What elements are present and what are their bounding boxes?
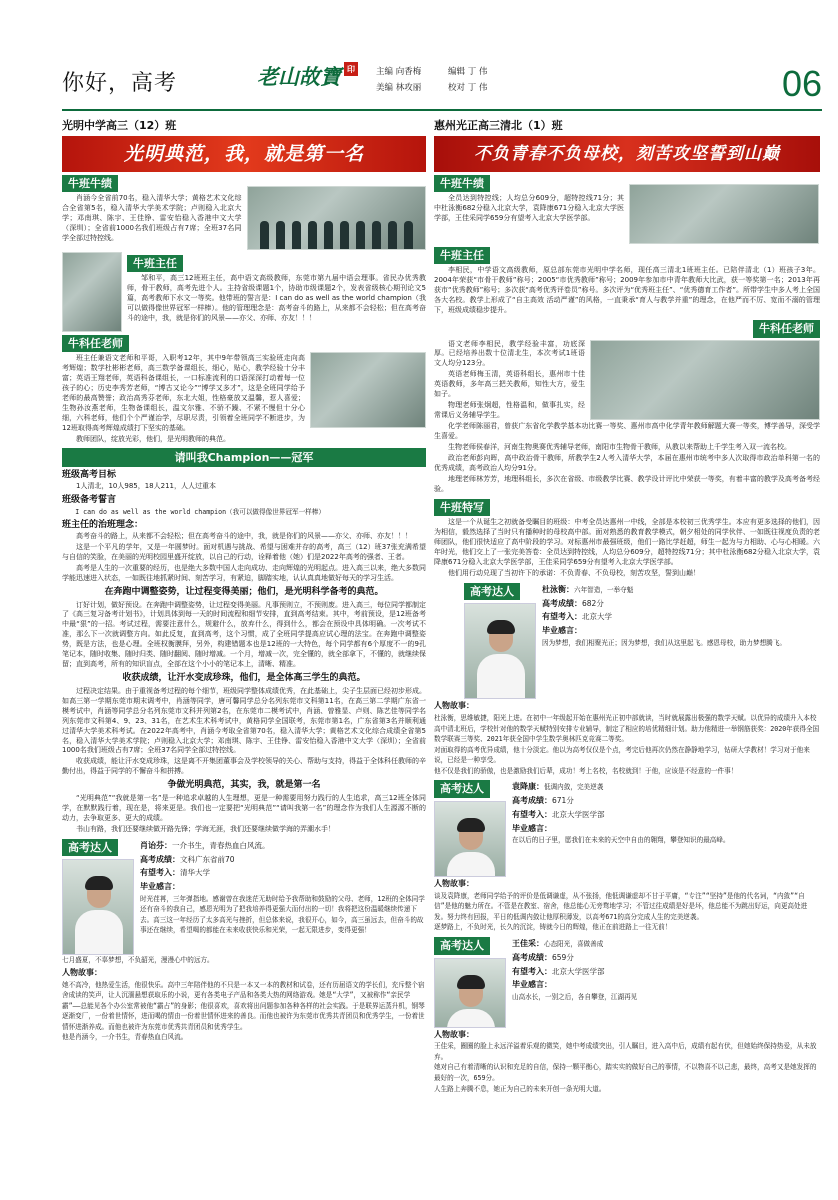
student-story: 他不仅是我们的骄傲，也是激励我们后辈，成功！考上名校，名校就到！于他，应该是不经意的一件事！ <box>434 766 738 775</box>
student-story: 人生路上奔腾不息，她正为自己的未来开创一条光明大道。 <box>434 1084 606 1093</box>
motto: 低调内敛，完美逆袭 <box>544 783 604 792</box>
paragraph: 全员达到特控线；人均总分609分，超特控线71分；其中杜泳衡682分稳入北京大学，袁降康671分稳入北京大学医学部，王佳采同学659分有望考入北京大学医学部。 <box>434 194 624 223</box>
subheading: 班级备考誓言 <box>62 494 117 505</box>
field-label: 有望考入： <box>512 809 552 819</box>
class-title: 光明中学高三（12）班 <box>62 119 177 132</box>
field-label: 肖诒芬： <box>140 840 172 850</box>
motto: 一介书生，青春热血白风流。 <box>172 840 270 850</box>
subheading: 班主任的治班理念： <box>62 520 144 531</box>
paragraph: 李相民，中学语文高级教师，原总部东莞市光明中学名师，现任高三清北1班班主任。已陪伴清北（1）班孩子3年。2004年荣获“市骨干教师”称号；2005“市优秀教师”称号；2009年参加市中青年教师大比武，获一等奖第一名；2013年再获市“优秀教师”称号；多次获“高考优秀评卷员”称号。多次评为“优秀班主任”、“优秀德育工作者”。所带学生中多人考上全国各大名校。教学上形成了“自主高效 活动严谨”的风格，一直秉承“育人与教学并重”的理念，在他严而不厉、宽而不溺的管理下，班级成绩稳步提升。 <box>434 266 820 314</box>
field-label: 毕业感言： <box>512 823 552 833</box>
editor-credits <box>376 64 487 96</box>
student-story-end: 他是肖涵今，一介书生，青春热血白风流。 <box>62 1033 188 1042</box>
subheading: 争做光明典范，其实，我，就是第一名 <box>167 780 321 791</box>
student-story: 逐梦路上，不负时光，长久的沉淀，铸就今日的辉煌，他正在前进路上一往无前！ <box>434 923 672 932</box>
section-title: 牛班牛绩 <box>62 175 118 193</box>
student-story: 王佳采，圈圈的脸上永远洋溢着乐观的微笑，她中考成绩突出，引人瞩目，进入高中后，成绩有起有伏，但她始终保持热爱，从未放弃。 <box>434 1042 817 1061</box>
star-tag: 高考达人 <box>464 583 520 601</box>
paragraph: 收获成绩，能让汗水变成珍珠，这是离不开集团董事会及学校领导的关心、帮助与支持，得益于全体科任教师的辛勤付出，得益于同学的不懈奋斗和拼搏。 <box>62 757 426 776</box>
field-label: 王佳采： <box>512 939 544 948</box>
proofreader: 校对 丁 伟 <box>448 83 488 93</box>
student-photo <box>434 801 506 877</box>
student-story: 杜泳衡，思维敏捷，阳光上进。在初中一年级起开始在惠州光正初中部就读，当时就展露出极强的数学天赋。以优异的成绩升入本校高中清北班后，学校针对他的数学天赋特别安排专业辅导，制定了相应的培优精细计划。助力他精进一举钢筋获奖：2020年获得全国数学联赛三等奖、2021年获全国中学生数学奥林匹克竞赛二等奖。 <box>434 714 820 744</box>
paragraph: “光明典范”“我就是第一名”是一种追求卓越的人生理想，更是一种需要用努力践行的人生追求，高三12班全体同学，在默默践行着，现在是，将来更是。我们也一定要把“光明典范”“请叫我第一名”的理念作为我们人生源源不断的动力，去争取更多、更大的成绩。 <box>62 794 426 822</box>
field-label: 高考成绩： <box>512 796 552 806</box>
left-article <box>62 118 426 1193</box>
field-label: 杜泳衡： <box>542 584 574 594</box>
score: 671分 <box>552 796 574 806</box>
graduation-words: 因为梦想，我们相聚光正；因为梦想，我们从这里起飞。感恩母校，助力梦想腾飞。 <box>542 638 786 647</box>
paragraph: 物理老师张炯超，性格温和，做事扎实，经常课后义务辅导学生。 <box>434 401 585 420</box>
teachers-photo <box>310 352 426 428</box>
student-photo <box>434 958 506 1028</box>
star-student <box>464 583 820 700</box>
paragraph: I can do as well as the world champion（我可以做得像世界冠军一样棒） <box>75 507 325 516</box>
paragraph: 过程决定结果。由于重视备考过程的每个细节，班级同学整体成绩优秀，在此基础上，尖子生层面已经初步形成。如高三第一学期东莞市期末调考中，肖涵等同学，唐可馨同学总分名列东莞市文科第11名，在高三第二学期广东省一模考试中，肖涵等同学总分名列东莞市文科并列第2名，在东莞市二模考试中，肖涵、曾雅显、卢则、陈艺佳等同学名列东莞市文科第4、9、23、31名，在艺术生术科考试中，黄格同学全国联考，东莞市第1名，广东省第3名并顺利通过清华大学美术科考试。在2022年高考中，肖涵今考取全省第70名，稳入清华大学；黄格艺术文化综合成绩全省第5名，稳入清华大学美术学院；卢则稳入北京大学；邓南琪、陈宇、王佳铮、雷安怡稳入香港中文大学（深圳）；全省前1000名我们班级占有7席；全班37名同学全部过特控线。 <box>62 686 426 755</box>
editor: 编辑 丁 伟 <box>448 67 488 77</box>
teachers-photo <box>590 340 820 420</box>
paragraph: 生物老师侯春洋，河南生物奥赛优秀辅导老师，南阳市生物骨干教师，从教以来帮助上千学生考入双一流名校。 <box>448 442 791 451</box>
masthead <box>62 58 822 102</box>
paragraph: 书山有路，我们还要继续做开路先锋；学海无涯，我们还要继续做学海的弄潮水手！ <box>76 824 335 833</box>
headline-banner: 不负青春不负母校，刻苦攻坚誓到山巅 <box>434 136 820 172</box>
score: 682分 <box>582 598 604 608</box>
field-label: 有望考入： <box>542 612 582 622</box>
section-title: 牛班主任 <box>127 255 183 273</box>
section-title: 牛班主任 <box>434 247 490 265</box>
graduation-words-cont: 七月盛夏，不辜梦想，不负韶光，漫漫心中的远方。 <box>62 956 214 965</box>
student-story: 她不高冷，他热爱生活，他很快乐。高中三年陪伴他的不只是一本又一本的教材和试卷，还有历届语文的学长们，充斥整个宿舍成读的笑声，让人沉湎悬想获取乐的小说，更有各类电子产品和各类大热的网络游戏。她是“大学”，又被称作“亲民学霸”——总能见各个办公室常被他“霸占”的身影；他很喜欢，喜欢将出问题参加各种各样的社会实践。于是联界运蒸升机，钢琴逐渐变厂，一份着世情怀，进而喝的情由一份着世情怀进来的善良。而他也被许为东莞市优秀共青团员和优秀学生，一份着世情怀进渐养成。而他也被许为东莞市优秀共青团员和优秀学生。 <box>62 980 425 1031</box>
university: 北京大学医学部 <box>552 809 605 819</box>
university: 北京大学医学部 <box>552 966 605 976</box>
student-photo <box>62 859 134 955</box>
student-photo <box>464 603 536 699</box>
university: 北京大学 <box>582 612 612 622</box>
field-label: 毕业感言： <box>512 980 552 990</box>
section-title: 牛科任老师 <box>753 320 820 338</box>
paragraph: 教师团队，绽放光彩，他们，是光明教师的典范。 <box>76 434 230 443</box>
paragraph: 订好计划，做好预设。在奔跑中调整姿势，让过程变得美丽。凡事预则立，不预则废。进入高三，每位同学都制定了《高三复习备考计划书》，计划具体到每一天的时间流程和细节安排，直到高考结束。其中，考前预设，是12班备考中最“狠”的一招。考试过程，需要注意什么，规避什么，放弃什么，得到什么，都会在预设中具体明确。一次考试不准，那么下一次就调整方向。如此反复，直到高考，这个习惯，成了全班同学提高应试心理的法宝。在奔跑中调整姿势，既是方法，也是心理。全班权衡膜拜，另外，构建错题本也是12班的一大特色，每个同学都有6个厚度不一的9孔笔记本，随时收集、随时归类、随时翻阅、随时增减。一个月，增减一次，完全懂的，就全部拿下，不懂的，就继续保留；直到高考，所有的知识盲点，全部在这个小小的笔记本上，清晰、精准。 <box>62 600 426 669</box>
paragraph: 英语老师梅玉清，英语科组长，惠州市十佳英语教师，多年高三把关教师，知性大方，爱生如子。 <box>434 370 585 399</box>
slogan-bar: 请叫我Champion——冠军 <box>62 448 426 468</box>
star-student <box>434 780 820 877</box>
right-article <box>434 118 820 1193</box>
chief-editor: 主编 向香梅 <box>376 67 422 77</box>
subheading: 在奔跑中调整姿势，让过程变得美丽；他们，是光明科学备考的典范。 <box>104 586 384 597</box>
field-label: 高考成绩： <box>542 598 582 608</box>
class-photo <box>247 186 427 250</box>
newspaper-logo <box>257 62 367 98</box>
star-student <box>434 937 820 1028</box>
header-rule <box>62 109 822 111</box>
page-number: 06 <box>781 63 822 104</box>
field-label: 袁降康： <box>512 782 544 792</box>
page-section-title: 你好，高考 <box>62 71 178 96</box>
field-label: 人物故事： <box>62 967 102 977</box>
field-label: 高考成绩： <box>512 952 552 962</box>
teacher-photo <box>62 252 122 332</box>
paragraph: 政治老师彭向晖，高中政治骨干教师，所教学生2人考入清华大学，本届在惠州市统考中多人次取得市政治单科第一名的优秀成绩，高考政治人均分91分。 <box>434 453 820 472</box>
field-label: 毕业感言： <box>542 626 582 636</box>
star-tag: 高考达人 <box>434 937 490 955</box>
field-label: 有望考入： <box>140 868 180 878</box>
motto: 心态阳光，喜做善成 <box>544 940 604 948</box>
student-story: 谈及袁降康，老师同学给予的评价是低调谦虚，从不张扬，他低调谦虚却不甘于平庸，“专注”“坚持”是他的代名词，“内敛”“自信”是他的魅力所在。不管是在教室、宿舍，他总能心无旁骛地学习；不管过往成绩是好是坏，他总能不为跳出好运，向更高处进发。努力终有回报，平日的低调内敛让他厚积薄发，以高考671的高分完成人生的完美逆袭。 <box>434 891 808 921</box>
score: 文科广东省前70 <box>180 854 235 864</box>
field-label: 毕业感言： <box>140 882 180 892</box>
field-label: 人物故事： <box>434 1029 474 1039</box>
paragraph: 这是一个从诞生之初就备受瞩目的班级：中考全员达惠州一中线，全部是本校初三优秀学生。本应有更多选择的他们，因为相信，毅然选择了当时只有播种时的母校高中部。面对熟悉的教育教学模式，朝夕相处的同学伙伴、一如既往视度负责的老师团队，他们很快适应了高中阶段的学习。对标惠州市最强班级，他们一路比学赶超，师生一起为与力相助、心与心相暖。六年时光，他们交上了一张完美答卷：全员达到特控线，人均总分609分，超特控线71分；其中杜泳衡682分稳入北京大学，袁降康671分稳入北京大学医学部，王佳采同学659分有望考入北京大学医学部。 <box>434 518 820 566</box>
field-label: 有望考入： <box>512 966 552 976</box>
paragraph: 地理老师林芳芳，地理科组长，多次在省级、市级教学比赛、教学设计评比中荣获一等奖，有着丰富的教学及高考备考经验。 <box>434 474 820 493</box>
section-title: 牛班牛绩 <box>434 175 490 193</box>
paragraph: 1人清北，10人985，18人211，人人过重本 <box>76 482 216 491</box>
paragraph: 化学老师陈丽君，曾获广东省化学教学基本功比赛一等奖、惠州市高中化学青年教师解题大赛一等奖，博学善导，深受学生喜爱。 <box>434 422 820 440</box>
seal-icon: 印 <box>344 62 358 76</box>
class-photo <box>629 184 819 244</box>
paragraph: 高考奋斗的路上，从来都不会轻松；但在高考奋斗的途中，我，就是你们的风景——亦父、亦师、亦友！！！ <box>76 532 412 541</box>
subheading: 班级高考目标 <box>62 470 117 481</box>
paragraph: 语文老师李相民，教学经验丰富，功底深厚。已经培养出数十位清北生，本次考试1班语文人均分123分。 <box>434 339 585 368</box>
paragraph: 班主任兼语文老师和平哥，入职考12年，其中9年带领高三实验班走向高考辉煌；数学杜彬彬老师，高三数学备课组长，细心，贴心，教学经验十分丰富；英语王翔老师，英语科备课组长，一口标准流利的口语深深打动着每一位孩子的心；历史李秀芳老师，“博古又论今”“博学又多才”，这是全班同学给予老师的最高赞誉；政治高秀芬老师，东北大姐，性格豪放又温馨，惹人喜爱；生物孙汝燕老师，生物备课组长，温文尔雅、不骄不躁、不紧不慢但十分心细，六科老师，他们个个严谨治学，尽职尽责，引领着全班同学不断进步，为12班取得高考辉煌成绩打下坚实的基础。 <box>62 354 305 432</box>
paragraph: 他们用行动兑现了当初许下的承诺：不负青春、不负母校，刻苦攻坚，誓到山巅！ <box>448 568 700 577</box>
section-title: 牛科任老师 <box>62 335 129 353</box>
field-label: 人物故事： <box>434 879 474 889</box>
university: 清华大学 <box>180 868 210 878</box>
art-editor: 美编 林攻丽 <box>376 83 422 93</box>
headline-banner: 光明典范，我，就是第一名 <box>62 136 426 172</box>
paragraph: 邹和平，高三12班班主任，高中语文高级教师，东莞市第九届中语会理事。省民办优秀教师，骨干教师，高考先进个人。主持省级课题1个，协助市级课题2个，发表省级核心期刊论文5篇，高考教师下水文一等奖。他带班的誓言是：I can do as well as the world champion（我可以做得像世界冠军一样棒）。他的管理理念是：高考奋斗的路上，从来都不会轻松；但在高考奋斗的途中，我，就是你们的风景——亦父、亦师、亦友！！！ <box>127 274 426 322</box>
field-label: 人物故事： <box>434 701 474 711</box>
field-label: 高考成绩： <box>140 854 180 864</box>
class-title: 惠州光正高三清北（1）班 <box>434 119 563 132</box>
star-tag: 高考达人 <box>62 839 118 857</box>
section-title: 牛班特写 <box>434 499 490 517</box>
student-story: 对面取得的高考优异成绩，他十分淡定。他以为高考仅仅是个点，考完后他再次仍然在静静地学习，钻研大学教材！学习对于他来说，已经是一种享受。 <box>434 745 810 765</box>
star-student <box>62 839 426 1043</box>
student-story: 她对自己有着清晰的认识和充足的自信，保持一颗平衡心，踏实实的做好自己的事情，不以物喜不以己悲，最终，高考又是她发挥的最好的一次，659分。 <box>434 1063 817 1082</box>
motto: 六年智造，一举夺魁 <box>574 585 634 594</box>
paragraph: 这是一个平凡的学年，又是一年圆梦时。面对机遇与挑战、希望与困难并存的高考，高三（12）班37张充满希望与自信的笑脸，在美丽的光明校园里盛开绽放，以自己的行动，诠释着他（她）们是2022年高考的强者、王者。 <box>62 542 426 561</box>
score: 659分 <box>552 952 574 962</box>
graduation-words: 在以后的日子里，愿我们在未来的天空中自由的翱翔，攀登知识的最高峰。 <box>512 836 730 845</box>
paragraph: 高考是人生的一次重要的经历，也是绝大多数中国人走向成功、走向辉煌的光明起点。进入高三以来，绝大多数同学能迅速进入状态，一如既往地抓紧时间、刻苦学习，有紧迫，脚踏实地，认认真真地做好每天的学习生活。 <box>62 563 426 582</box>
subheading: 收获成绩，让汗水变成珍珠，他们，是全体高三学生的典范。 <box>122 673 366 684</box>
paragraph: 肖涵今全省前70名，稳入清华大学；黄格艺术文化综合全省第5名，稳入清华大学美术学院；卢则稳入北京大学；邓南琪、陈宇、王佳铮、雷安怡稳入香港中文大学（深圳）；全省前1000名我们班级占有7席；全班37名同学全部过特控线。 <box>62 194 242 242</box>
star-tag: 高考达人 <box>434 780 490 798</box>
graduation-words: 山高水长，一别之后，各自攀登，江湖再见 <box>512 993 638 1001</box>
graduation-words: 时光荏苒，三年弹指地。感谢曾在我迷茫无助时给予我帮助和鼓励的父母、老师，12班的全体同学还有奋斗的我自己，感恩光明为了把我培养得更强大而付出的一切！我将把这份温暖继续传递下去。高三这一年经历了太多高光与挫折，但总体来说，我很开心，如今，高三虽远去，但奋斗的故事还在继续，希望喝的都能在未来收获快乐和光荣，一起无限进步，变得更强！ <box>140 894 425 935</box>
logo-text: 老山故寶 <box>257 64 341 89</box>
